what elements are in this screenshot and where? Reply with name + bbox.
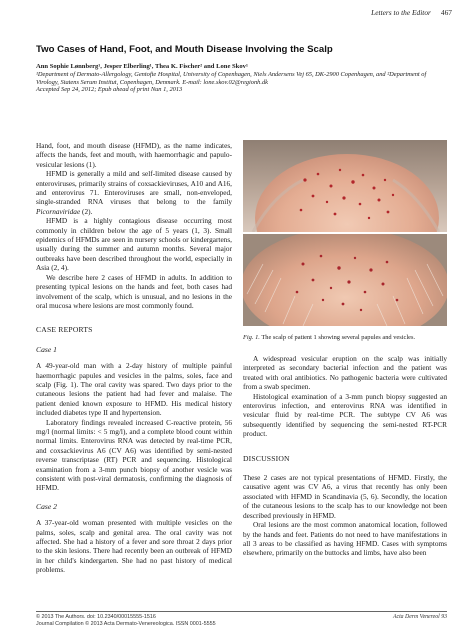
case-1-heading: Case 1 (36, 344, 57, 354)
intro-paragraph-4: We describe here 2 cases of HFMD in adults. In addition to presenting typical lesions on the hands and feet, both cases had involvement of the scalp, which is unusual, and no lesions in the oral mucosa where lesions are most commonly found. (36, 272, 232, 310)
case-reports-heading: CASE REPORTS (36, 325, 93, 335)
affiliations: ¹Department of Dermato-Allergology, Gentofte Hospital, University of Copenhagen, Niels Andersens Vej 65, DK-2900 Copenhagen, and ²Department of Virology, Statens Serum Institut, Copenhagen, Denmark. E-mail: lone.skov.02@regionh.dk (36, 70, 427, 86)
discussion-paragraph-2: Oral lesions are the most common anatomical location, followed by the hands and feet. Patients do not need to have manifestations in all 3 areas to be classified as having HFMD. Cases with symptoms elsewhere, primarily on the buttocks and limbs, have also been (243, 520, 447, 558)
case-2-paragraph-3: Histological examination of a 3-mm punch biopsy suggested an enterovirus infection, and enterovirus RNA was identified in vesicular fluid by real-time PCR. The subtype CV A6 was subsequently identified by sequencing the semi-nested RT-PCR product. (243, 391, 447, 439)
scalp-photo-bottom (243, 234, 447, 326)
case-1-paragraph-2: Laboratory findings revealed increased C-reactive protein, 56 mg/l (normal limits: < 5 mg/l), and a complete blood count within normal limits. Enterovirus RNA was detected by real-time PCR, and coxsackievirus A6 (CV A6) was identified by semi-nested reverse transcriptase (RT) PCR and sequencing. Histological examination from a 3-mm punch biopsy of another vesicle was consistent with post-viral dermatosis, confirming the diagnosis of HFMD. (36, 417, 232, 493)
accepted-date: Accepted Sep 24, 2012; Epub ahead of print Nun 1, 2013 (36, 86, 183, 94)
journal-info-line: Journal Compilation © 2013 Acta Dermato-Venereologica. ISSN 0001-5555 (36, 620, 216, 627)
intro-paragraph-1: Hand, foot, and mouth disease (HFMD), as the name indicates, affects the hands, feet and mouth, with haemorrhagic and papulo-vesicular lesions (1). (36, 141, 232, 169)
discussion-heading: DISCUSSION (243, 453, 290, 463)
author-names: Ann Sophie Lønnberg¹, Jesper Elberling¹, Thea K. Fischer² and Lone Skov¹ (36, 63, 248, 70)
footer-copyright (36, 614, 216, 627)
author-block (36, 63, 446, 94)
case-2-paragraph-1: A 37-year-old woman presented with multiple vesicles on the palms, soles, scalp and genital area. The oral cavity was not affected. She had a history of a fever and sore throat 2 days prior to the skin lesions. There had recently been an outbreak of HFMD in her child's kindergarten. She had no past history of medical problems. (36, 518, 232, 575)
running-head (371, 8, 452, 17)
case-2-paragraph-2: A widespread vesicular eruption on the scalp was initially interpreted as secondary bacterial infection and the patient was treated with oral antibiotics. No pathogenic bacteria were cultivated from a swab specimen. (243, 354, 447, 392)
intro-paragraph-2: HFMD is generally a mild and self-limited disease caused by enteroviruses, primarily strains of coxsackieviruses, A10 and A16, and enterovirus 71. Enteroviruses are small, non-enveloped, single-stranded RNA viruses that belong to the family Picornaviridae (2). (36, 169, 232, 216)
page-number: 467 (440, 8, 452, 17)
figure-caption (243, 334, 447, 342)
figure-label: Fig. 1. (243, 334, 260, 341)
family-name: Picornaviridae (36, 206, 81, 216)
article-title: Two Cases of Hand, Foot, and Mouth Disease Involving the Scalp (36, 44, 333, 55)
case-1-paragraph-1: A 49-year-old man with a 2-day history of multiple painful haemorrhagic papules and vesicles in the palms, soles, face and scalp (Fig. 1). The oral cavity was spared. Two days prior to the cutaneous lesions the patient had had fever and malaise. The patient denied known exposure to HFMD. His medical history included diabetes type II and hypertension. (36, 361, 232, 418)
right-column (243, 354, 447, 558)
case-2-heading: Case 2 (36, 501, 57, 511)
figure-caption-text: The scalp of patient 1 showing several papules and vesicles. (259, 334, 416, 341)
intro-paragraph-3: HFMD is a highly contagious disease occurring most commonly in children below the age of 5 years (1, 3). Small epidemics of HFMDs are seen in nursery schools or kindergartens, usually during the summer and autumn months. Several major outbreaks have been described throughout the world, especially in Asia (2, 4). (36, 216, 232, 273)
left-column (36, 141, 232, 575)
scalp-photo-top (243, 140, 447, 232)
figure-1 (243, 140, 447, 328)
section-name: Letters to the Editor (371, 8, 431, 17)
discussion-paragraph-1: These 2 cases are not typical presentations of HFMD. Firstly, the causative agent was CV A6, a virus that recently has only been associated with HFMD in Scandinavia (5, 6). Secondly, the location of the cutaneous lesions to the scalp has to our knowledge not been described previously in HFMD. (243, 473, 447, 520)
footer-journal-name: Acta Derm Venereol 93 (392, 614, 447, 620)
footer-divider (36, 611, 447, 612)
copyright-line: © 2013 The Authors. doi: 10.2340/00015555-1516 (36, 614, 156, 620)
